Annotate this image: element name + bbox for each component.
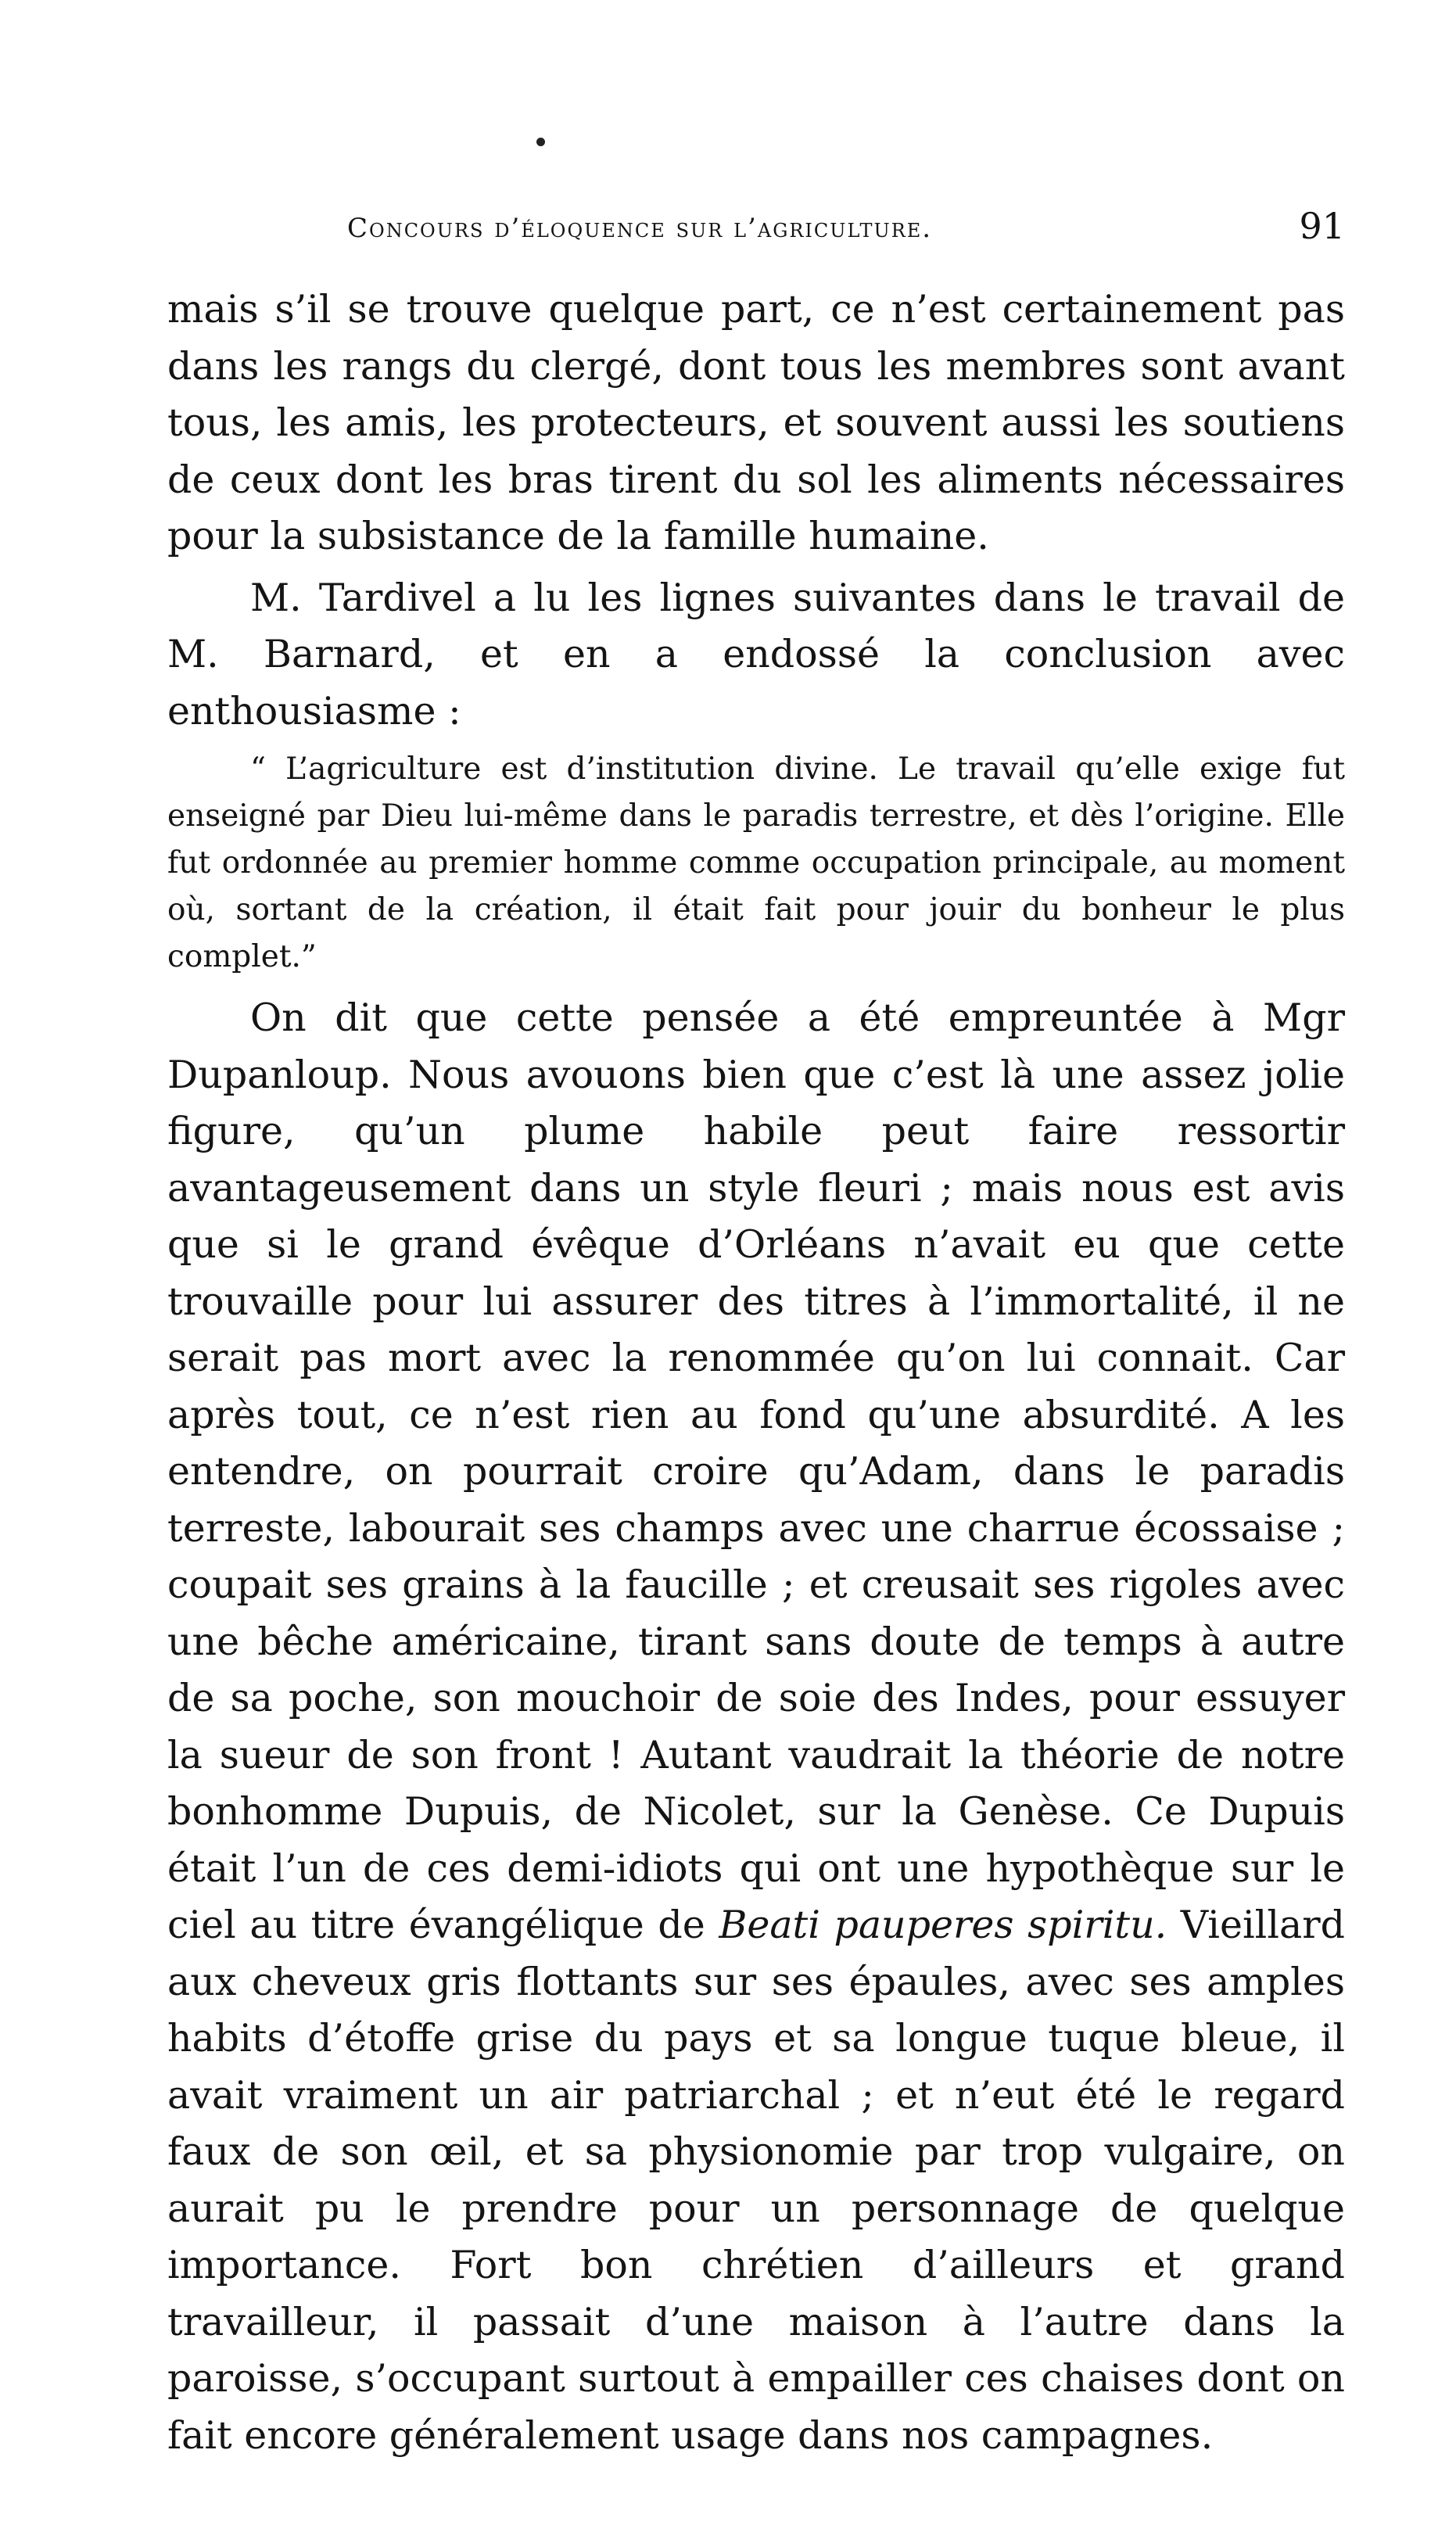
page-body (167, 282, 1345, 2464)
page-header (167, 205, 1345, 252)
paragraph-1: mais s’il se trouve quelque part, ce n’est certainement pas dans les rangs du clergé, dont tous les membres sont avant tous, les amis, les protecteurs, et souvent aussi les soutiens de ceux dont les bras tirent du sol les aliments nécessaires pour la subsistance de la famille humaine. (167, 287, 1345, 558)
running-title: Concours d’éloquence sur l’agriculture. (347, 213, 933, 244)
block-quote: “ L’agriculture est d’institution divine. Le travail qu’elle exige fut enseigné par Dieu lui-même dans le paradis terrestre, et dès l’origine. Elle fut ordonnée au premier homme comme occupation principale, au moment où, sortant de la création, il était fait pour jouir du bonheur le plus complet.” (167, 751, 1345, 974)
paragraph-3-part-1: On dit que cette pensée a été empreuntée à Mgr Dupanloup. Nous avouons bien que c’est là une assez jolie figure, qu’un plume habile peut faire ressortir avantageusement dans un style fleuri ; mais nous est avis que si le grand évêque d’Orléans n’avait eu que cette trouvaille pour lui assurer des titres à l’immortalité, il ne serait pas mort avec la renommée qu’on lui connait. Car après tout, ce n’est rien au fond qu’une absurdité. A les entendre, on pourrait croire qu’Adam, dans le paradis terreste, labourait ses champs avec une charrue écossaise ; coupait ses grains à la faucille ; et creusait ses rigoles avec une bêche américaine, tirant sans doute de temps à autre de sa poche, son mouchoir de soie des Indes, pour essuyer la sueur de son front ! Autant vaudrait la théorie de notre bonhomme Dupuis, de Nicolet, sur la Genèse. Ce Dupuis était l’un de ces demi-idiots qui ont une hypothèque sur le ciel au titre évangélique de (167, 995, 1345, 1947)
paragraph-3 (167, 990, 1345, 2464)
latin-quote: Beati pauperes spiritu. (719, 1903, 1167, 1947)
paragraph-2: M. Tardivel a lu les lignes suivantes dans le travail de M. Barnard, et en a endossé la conclusion avec enthousiasme : (167, 575, 1345, 734)
ink-dot (536, 138, 545, 146)
paragraph-3-part-2: Vieillard aux cheveux gris flottants sur ses épaules, avec ses amples habits d’étoffe grise du pays et sa longue tuque bleue, il avait vraiment un air patriarchal ; et n’eut été le regard faux de son œil, et sa physionomie par trop vulgaire, on aurait pu le prendre pour un personnage de quelque importance. Fort bon chrétien d’ailleurs et grand travailleur, il passait d’une maison à l’autre dans la paroisse, s’occupant surtout à empailler ces chaises dont on fait encore généralement usage dans nos campagnes. (167, 1903, 1345, 2458)
page-number: 91 (1299, 205, 1345, 247)
